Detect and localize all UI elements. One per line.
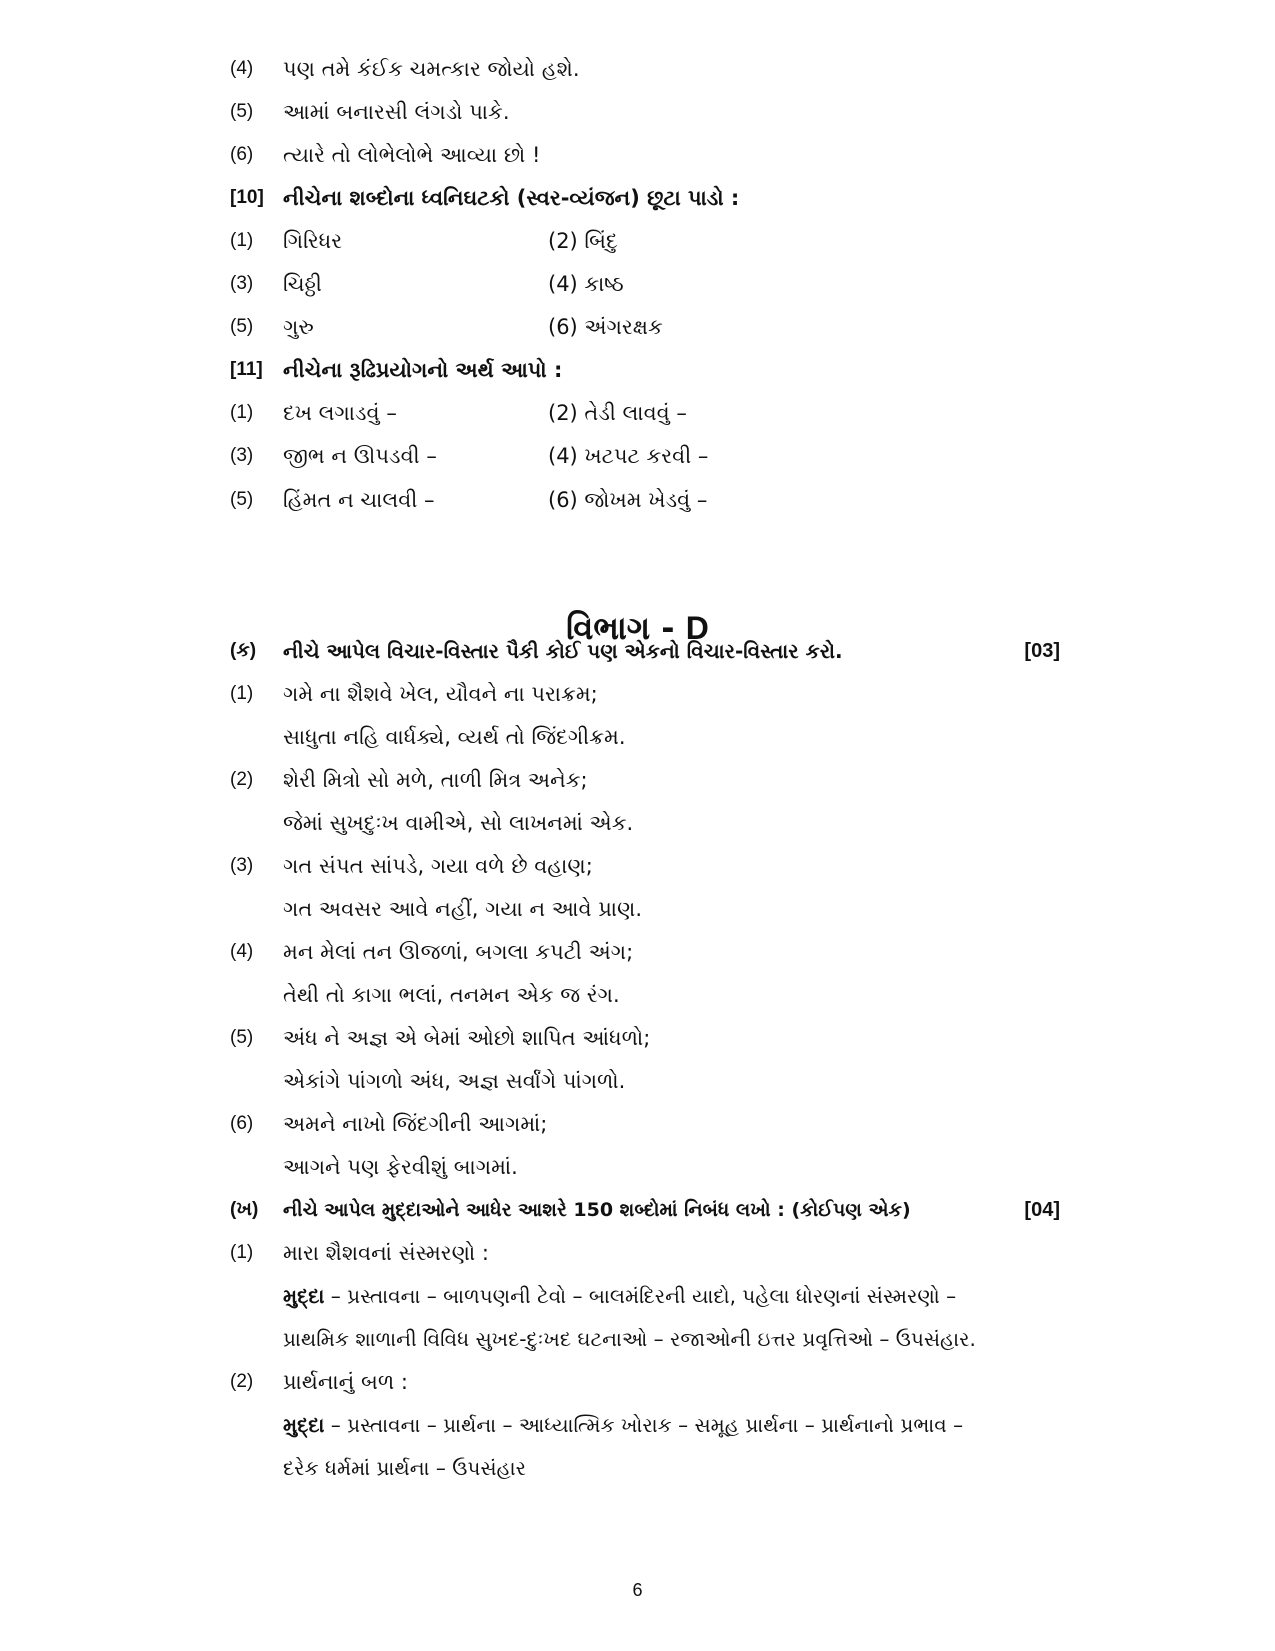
item-number: (1) (230, 1242, 254, 1263)
item-number: (4) (230, 58, 254, 79)
verse-line: ગમે ના શૈશવે ખેલ, યૌવને ના પરાક્રમ; (283, 682, 598, 706)
question-number: [11] (230, 359, 263, 380)
section-heading-letter: D (685, 610, 709, 646)
verse-line: તેથી તો કાગા ભલાં, તનમન એક જ રંગ. (283, 983, 620, 1007)
verse-line: આગને પણ ફેરવીશું બાગમાં. (283, 1155, 518, 1179)
question-number: (ખ) (230, 1199, 259, 1220)
item-number: (2) (230, 1371, 254, 1392)
list-item (230, 932, 1060, 972)
item-text: ગુરુ (283, 315, 314, 339)
verse-line: ગત સંપત સાંપડે, ગયા વળે છે વહાણ; (283, 854, 593, 878)
item-number: (3) (230, 855, 254, 876)
list-item (230, 1233, 1060, 1273)
question-kha (230, 1190, 1060, 1230)
page-number: 6 (632, 1580, 643, 1600)
verse-line: જેમાં સુખદુઃખ વામીએ, સો લાખનમાં એક. (283, 811, 634, 835)
list-item (230, 674, 1060, 714)
item-number: (4) (230, 941, 254, 962)
question-text: નીચેના રૂઢિપ્રયોગનો અર્થ આપો : (283, 358, 563, 382)
item-number: (3) (230, 273, 254, 294)
essay-title: મારા શૈશવનાં સંસ્મરણો : (283, 1241, 489, 1265)
item-text: આમાં બનારસી લંગડો પાકે. (283, 100, 510, 124)
list-item (230, 760, 1060, 800)
item-text: ચિઠ્ઠી (283, 272, 322, 296)
question-ka (230, 631, 1060, 671)
question-number: (ક) (230, 640, 257, 661)
question-10 (230, 178, 1060, 218)
verse-line: એકાંગે પાંગળો અંધ, અજ્ઞ સર્વાંગે પાંગળો. (283, 1069, 626, 1093)
item-number: (5) (230, 101, 254, 122)
list-item (230, 135, 1060, 175)
verse-line: શેરી મિત્રો સો મળે, તાળી મિત્ર અનેક; (283, 768, 588, 792)
question-text: નીચે આપેલ મુદ્દાઓને આધેર આશરે 150 શબ્દોમાં નિબંધ લખો : (કોઈપણ એક) (283, 1199, 911, 1221)
item-number: (5) (230, 489, 254, 510)
item-number: (6) (230, 1113, 254, 1134)
item-text: ગિરિધર (283, 229, 343, 253)
list-item (230, 1018, 1060, 1058)
essay-title: પ્રાર્થનાનું બળ : (283, 1370, 408, 1394)
list-item (230, 49, 1060, 89)
item-number: (1) (230, 230, 254, 251)
item-text: હિંમત ન ચાલવી – (283, 488, 435, 512)
list-item (230, 393, 1060, 433)
item-text-col2: (6) જોખમ ખેડવું – (548, 488, 708, 512)
section-heading-text: વિભાગ - (566, 609, 686, 647)
essay-points (283, 1405, 1063, 1445)
question-text: નીચેના શબ્દોના ધ્વનિઘટકો (સ્વર-વ્યંજન) છૂટા પાડો : (283, 186, 740, 210)
list-item (230, 846, 1060, 886)
verse-line: સાધુતા નહિ વાર્ધક્યે, વ્યર્થ તો જિંદગીક્રમ. (283, 725, 626, 749)
list-item (230, 307, 1060, 347)
item-text-col2: (2) બિંદુ (548, 229, 618, 253)
question-11 (230, 350, 1060, 390)
verse-line: મન મેલાં તન ઊજળાં, બગલા કપટી અંગ; (283, 940, 634, 964)
essay-points-text: – પ્રસ્તાવના – પ્રાર્થના – આધ્યાત્મિક ખોરાક – સમૂહ પ્રાર્થના – પ્રાર્થનાનો પ્રભાવ – (324, 1413, 964, 1437)
marks-label: [03] (1024, 640, 1060, 662)
list-item (230, 480, 1060, 520)
item-number: (6) (230, 144, 254, 165)
list-item (230, 264, 1060, 304)
item-text: પણ તમે કંઈક ચમત્કાર જોયો હશે. (283, 57, 580, 81)
list-item (230, 1104, 1060, 1144)
item-number: (5) (230, 316, 254, 337)
list-item (230, 221, 1060, 261)
item-text-col2: (4) ખટપટ કરવી – (548, 444, 709, 468)
mudda-label: મુદ્દા (283, 1284, 325, 1308)
item-text: ત્યારે તો લોભેલોભે આવ્યા છો ! (283, 143, 541, 167)
item-text-col2: (4) કાષ્ઠ (548, 272, 624, 296)
verse-line: અંધ ને અજ્ઞ એ બેમાં ઓછો શાપિત આંધળો; (283, 1026, 651, 1050)
item-text-col2: (2) તેડી લાવવું – (548, 401, 687, 425)
essay-points-text: – પ્રસ્તાવના – બાળપણની ટેવો – બાલમંદિરની યાદો, પહેલા ધોરણનાં સંસ્મરણો – (324, 1284, 957, 1308)
item-text-col2: (6) અંગરક્ષક (548, 315, 663, 339)
item-number: (3) (230, 445, 254, 466)
item-text: જીભ ન ઊપડવી – (283, 444, 437, 468)
list-item (230, 436, 1060, 476)
mudda-label: મુદ્દા (283, 1413, 325, 1437)
verse-line: અમને નાખો જિંદગીની આગમાં; (283, 1112, 548, 1136)
list-item (230, 92, 1060, 132)
question-number: [10] (230, 187, 264, 208)
list-item (230, 1362, 1060, 1402)
marks-label: [04] (1024, 1199, 1060, 1221)
essay-points-continued: પ્રાથમિક શાળાની વિવિધ સુખદ-દુઃખદ ઘટનાઓ – રજાઓની ઇત્તર પ્રવૃત્તિઓ – ઉપસંહાર. (283, 1327, 976, 1351)
item-number: (5) (230, 1027, 254, 1048)
essay-points-continued: દરેક ધર્મમાં પ્રાર્થના – ઉપસંહાર (283, 1456, 526, 1480)
verse-line: ગત અવસર આવે નહીં, ગયા ન આવે પ્રાણ. (283, 897, 643, 921)
item-number: (2) (230, 769, 254, 790)
item-text: દખ લગાડવું – (283, 401, 397, 425)
question-text: નીચે આપેલ વિચાર-વિસ્તાર પૈકી કોઈ પણ એકનો વિચાર-વિસ્તાર કરો. (283, 639, 843, 663)
item-number: (1) (230, 402, 254, 423)
essay-points (283, 1276, 1063, 1316)
item-number: (1) (230, 683, 254, 704)
